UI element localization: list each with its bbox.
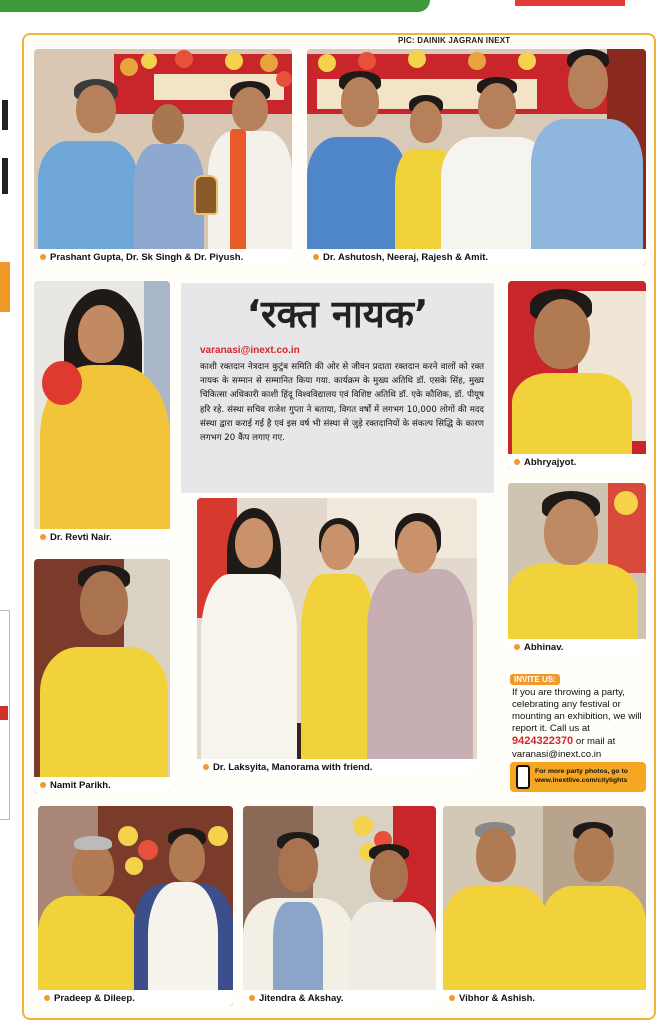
- adjacent-column-edge: [0, 30, 14, 1020]
- invite-footer: [510, 762, 646, 792]
- adjacent-red-block: [0, 706, 8, 720]
- photo-caption: [34, 529, 170, 545]
- photo-namit-parikh: [34, 559, 170, 793]
- photo-caption: [307, 249, 646, 265]
- photo-prashant-gupta-group: [34, 49, 292, 265]
- invite-line-2: or mail at: [575, 736, 616, 747]
- photo-cake-cutting: [197, 498, 477, 775]
- adjacent-text-mark: [2, 158, 8, 194]
- mobile-phone-icon: [516, 765, 530, 789]
- story-body: काशी रक्तदान नेत्रदान कुटुंब समिति की ओर से जीवन प्रदाता रक्तदान करने वालों को रक्त नायक के सम्मान से सम्मानित किया गया. कार्यक्रम के मुख्य अतिथि डॉ. एसके सिंह, मुख्य चिकित्सा अधिकारी काशी हिंदू विश्वविद्यालय एवं विशिष्ट अतिथि डॉ. एके कौशिक, डॉ. पीयूष हरि रहे. संस्था सचिव राजेश गुप्ता ने बताया, विगत वर्षों में लगभग 10,000 लोगों की मदद संस्था द्वारा कराई गई है एवं इस वर्ष भी संस्था से जुड़े रक्तदानियों के संकल्प सिद्धि के कारण लगभग 20 कैंप लगाए गए.: [200, 362, 484, 444]
- top-banner-strip: [0, 0, 662, 14]
- invite-phone[interactable]: 9424322370: [512, 735, 574, 747]
- caption-text: Dr. Revti Nair.: [50, 531, 112, 543]
- photo-caption: [243, 990, 436, 1006]
- caption-text: Pradeep & Dileep.: [54, 992, 135, 1004]
- caption-text: Vibhor & Ashish.: [459, 992, 536, 1004]
- photo-abhinav: [508, 483, 646, 655]
- photo-dr-revti-nair: [34, 281, 170, 545]
- photo-caption: [508, 454, 646, 470]
- photo-jitendra-akshay: [243, 806, 436, 1006]
- trophy-icon: [186, 175, 226, 225]
- adjacent-text-mark: [2, 100, 8, 130]
- story-email: varanasi@inext.co.in: [200, 345, 300, 356]
- banner-green-band: [0, 0, 430, 12]
- photo-caption: [508, 639, 646, 655]
- photo-caption: [34, 249, 292, 265]
- story-title: ‘रक्त नायक’: [246, 292, 429, 336]
- photo-abhryajyot: [508, 281, 646, 470]
- caption-text: Abhinav.: [524, 641, 564, 653]
- caption-text: Namit Parikh.: [50, 779, 111, 791]
- photo-caption: [197, 759, 477, 775]
- caption-text: Dr. Ashutosh, Neeraj, Rajesh & Amit.: [323, 251, 489, 263]
- caption-text: Dr. Laksyita, Manorama with friend.: [213, 761, 373, 773]
- photo-vibhor-ashish: [443, 806, 646, 1006]
- photo-caption: [38, 990, 233, 1006]
- invite-line-1: If you are throwing a party, celebrating any festival or mounting an exhibition, we will report it. Call us at: [512, 687, 642, 734]
- invite-tag: INVITE US:: [510, 674, 560, 685]
- photo-dr-ashutosh-group: [307, 49, 646, 265]
- adjacent-orange-block: [0, 262, 10, 312]
- caption-text: Prashant Gupta, Dr. Sk Singh & Dr. Piyush.: [50, 251, 244, 263]
- photo-pradeep-dileep: [38, 806, 233, 1006]
- photo-caption: [34, 777, 170, 793]
- invite-text: [512, 687, 646, 748]
- photo-credit: PIC: DAINIK JAGRAN INEXT: [398, 36, 511, 45]
- story-panel: [181, 283, 494, 493]
- invite-footer-text: For more party photos, go to www.inextlive.com/citylights: [535, 768, 628, 784]
- caption-text: Abhryajyot.: [524, 456, 577, 468]
- caption-text: Jitendra & Akshay.: [259, 992, 344, 1004]
- invite-box: [510, 674, 646, 792]
- banner-red-block: [515, 0, 625, 6]
- photo-caption: [443, 990, 646, 1006]
- invite-email[interactable]: varanasi@inext.co.in: [512, 749, 602, 760]
